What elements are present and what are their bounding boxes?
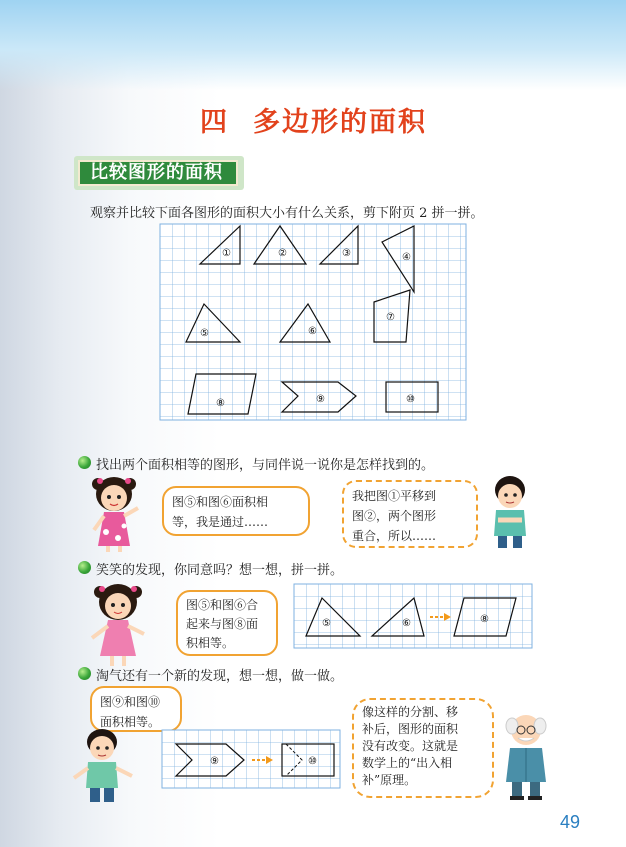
- bubble-3-line-1: 图⑤和图⑥合: [186, 598, 259, 612]
- question-3: 淘气还有一个新的发现，想一想，做一做。: [96, 669, 344, 684]
- strip-label-5: ⑤: [322, 618, 331, 629]
- bullet-icon: [78, 561, 91, 574]
- shape-label-8: ⑧: [216, 398, 225, 409]
- shape-label-2: ②: [278, 248, 287, 259]
- bubble-3-line-3: 积相等。: [186, 636, 235, 650]
- boy-character-icon: [72, 728, 136, 804]
- main-grid-figure: [160, 224, 466, 420]
- boy-character-icon: [486, 474, 534, 550]
- chapter-name: 多边形的面积: [253, 107, 427, 138]
- bubble-1-line-2: 等，我是通过……: [172, 515, 269, 529]
- strip-label-10: ⑩: [308, 756, 317, 767]
- bubble-2-line-1: 我把图①平移到: [352, 489, 437, 503]
- bubble-2-line-2: 图②，两个图形: [352, 509, 437, 523]
- header-band: [0, 0, 626, 90]
- grid-strip-2: [162, 730, 340, 788]
- strip-label-8: ⑧: [480, 614, 489, 625]
- shape-label-9: ⑨: [316, 394, 325, 405]
- chapter-number: 四: [200, 107, 229, 138]
- bubble-5-line-3: 没有改变。这就是: [362, 739, 459, 753]
- shape-label-1: ①: [222, 248, 231, 259]
- bubble-5-line-2: 补后，图形的面积: [362, 722, 459, 736]
- strip-label-6: ⑥: [402, 618, 411, 629]
- bubble-3-line-2: 起来与图⑧面: [186, 617, 259, 631]
- section-tab: [74, 156, 244, 190]
- girl-character-icon: [86, 474, 142, 554]
- bullet-icon: [78, 667, 91, 680]
- speech-bubble-1: [162, 486, 310, 536]
- strip-label-9: ⑨: [210, 756, 219, 767]
- speech-bubble-2: [342, 480, 478, 548]
- page-number: 49: [560, 812, 581, 832]
- instruction-text: 观察并比较下面各图形的面积大小有什么关系，剪下附页 2 拼一拼。: [90, 206, 484, 221]
- speech-bubble-5: [352, 698, 494, 798]
- bubble-5-line-4: 数学上的“出入相: [362, 756, 453, 770]
- girl-character-icon: [88, 580, 150, 670]
- question-2: 笑笑的发现，你同意吗？想一想，拼一拼。: [96, 563, 344, 578]
- shape-label-10: ⑩: [406, 394, 415, 405]
- speech-bubble-4: [90, 686, 182, 732]
- section-title: 比较图形的面积: [78, 160, 238, 186]
- bullet-icon: [78, 456, 91, 469]
- speech-bubble-3: [176, 590, 278, 656]
- question-1: 找出两个面积相等的图形，与同伴说一说你是怎样找到的。: [96, 458, 435, 473]
- grid-strip-1: [294, 584, 532, 648]
- shape-label-3: ③: [342, 248, 351, 259]
- grandpa-character-icon: [500, 712, 552, 800]
- bubble-1-line-1: 图⑤和图⑥面积相: [172, 495, 269, 509]
- bubble-5-line-5: 补”原理。: [362, 773, 417, 787]
- chapter-title: [200, 100, 427, 139]
- shape-label-7: ⑦: [386, 312, 395, 323]
- bubble-5-line-1: 像这样的分割、移: [362, 705, 459, 719]
- shape-label-6: ⑥: [308, 326, 317, 337]
- shape-label-5: ⑤: [200, 328, 209, 339]
- bubble-4-line-1: 图⑨和图⑩: [100, 695, 161, 709]
- bubble-2-line-3: 重合，所以……: [352, 529, 437, 543]
- bubble-4-line-2: 面积相等。: [100, 715, 161, 729]
- shape-label-4: ④: [402, 252, 411, 263]
